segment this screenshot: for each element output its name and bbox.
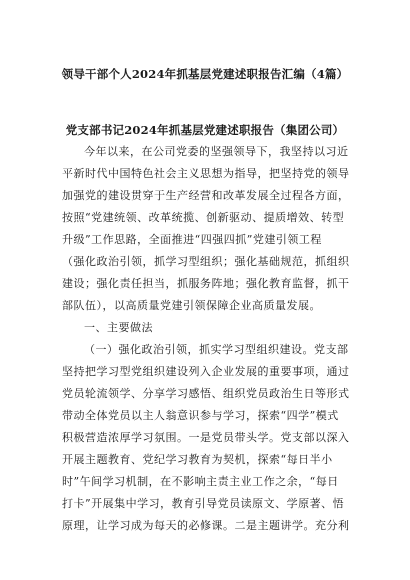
paragraph-line: 原理，让学习成为每天的必修课。二是主题讲学。充分利 (62, 519, 350, 532)
paragraph-line: 今年以来，在公司党委的坚强领导下，我坚持以习近 (84, 145, 349, 158)
paragraph-line: 时”午间学习机制，在不影响主责主业工作之余，“每日 (62, 475, 339, 488)
section-heading: 一、主要做法 (84, 321, 153, 334)
paragraph-line: 带动全体党员以主人翁意识参与学习，探索“四学”模式 (62, 409, 339, 422)
paragraph-line: 部队伍），以高质量党建引领保障企业高质量发展。 (62, 299, 321, 312)
paragraph-line: 党员轮流领学、分享学习感悟、组织党员政治生日等形式 (62, 387, 350, 400)
paragraph-line: 按照“党建统领、改革统揽、创新驱动、提质增效、转型 (62, 211, 345, 224)
paragraph-line: 打卡”开展集中学习，教育引导党员读原文、学原著、悟 (62, 497, 345, 510)
paragraph-line: 建设；强化责任担当，抓服务阵地；强化教育监督，抓干 (62, 277, 350, 290)
paragraph-line: 坚持把学习型党组织建设列入企业发展的重要事项，通过 (62, 365, 350, 378)
document-title: 领导干部个人2024年抓基层党建述职报告汇编（4篇） (61, 67, 349, 81)
paragraph-line: 开展主题教育、党纪学习教育为契机，探索“每日半小 (62, 453, 333, 466)
paragraph-line: 积极营造浓厚学习氛围。一是党员带头学。党支部以深入 (62, 431, 350, 444)
paragraph-line: （强化政治引领，抓学习型组织；强化基础规范，抓组织 (62, 255, 350, 268)
paragraph-line: 平新时代中国特色社会主义思想为指导，把坚持党的领导 (62, 167, 350, 180)
paragraph-line: （一）强化政治引领，抓实学习型组织建设。党支部 (84, 343, 349, 356)
paragraph-line: 升级”工作思路，全面推进“四强四抓”党建引领工程 (62, 233, 322, 246)
report-title: 党支部书记2024年抓基层党建述职报告（集团公司） (65, 123, 345, 137)
paragraph-line: 加强党的建设贯穿于生产经营和改革发展全过程各方面， (62, 189, 350, 202)
